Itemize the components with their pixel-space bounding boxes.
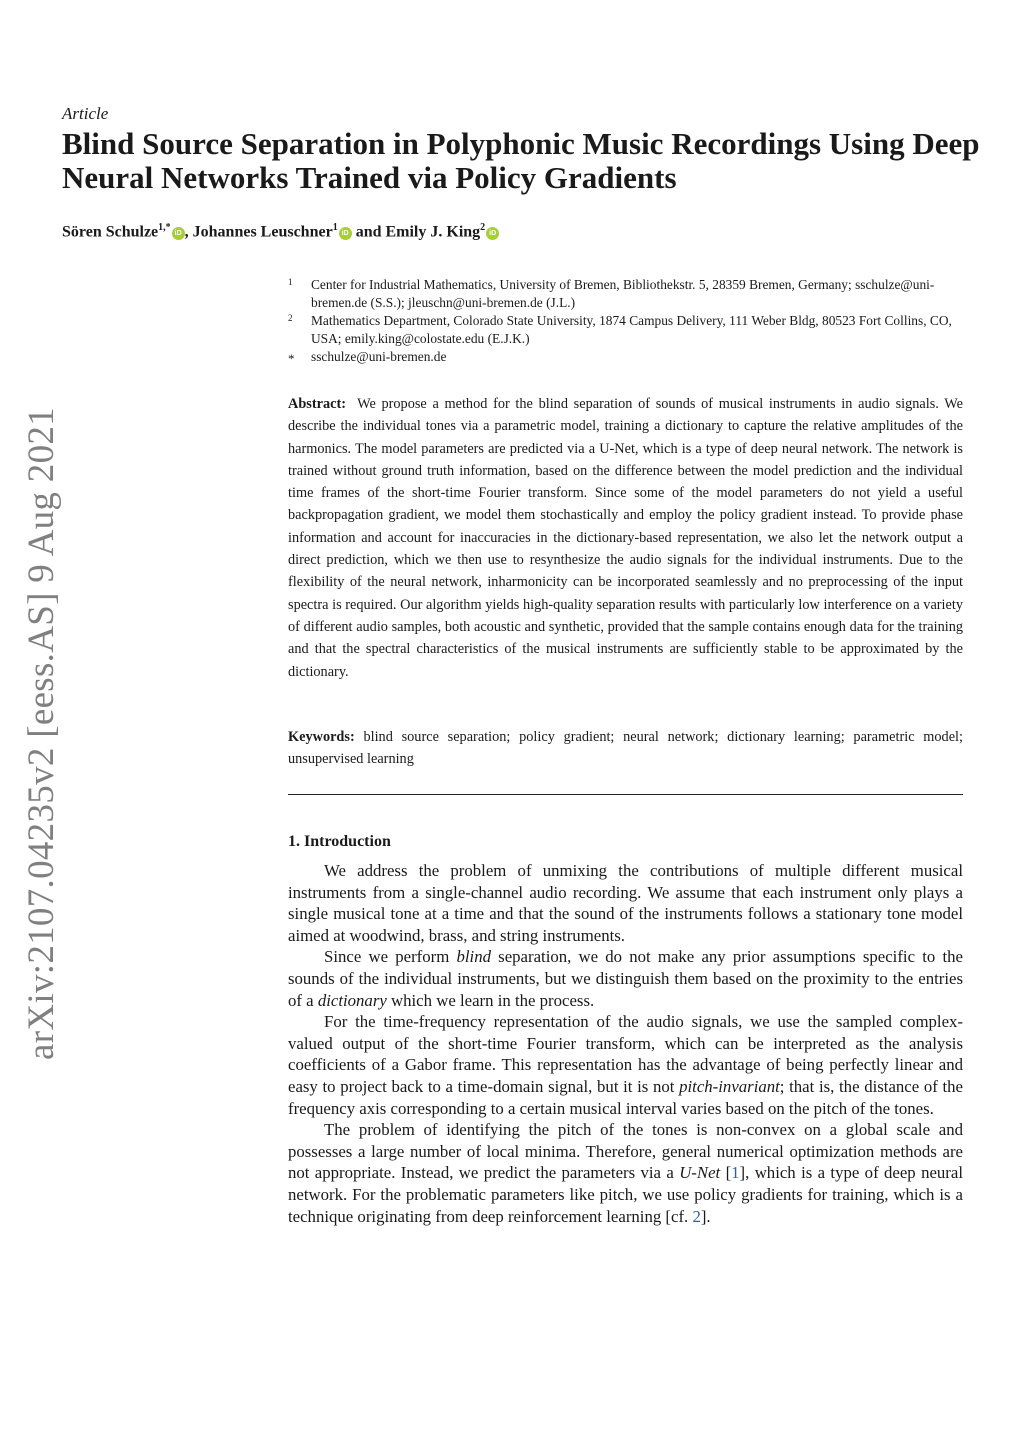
abstract-text: We propose a method for the blind separation of sounds of musical instruments in audio signals. We describe the individual tones via a parametric model, training a dictionary to capture the relative amplitudes of the harmonics. The model parameters are predicted via a U-Net, which is a type of deep neural network. The network is trained without ground truth information, based on the difference between the model prediction and the individual time frames of the short-time Fourier transform. Since some of the model parameters do not yield a useful backpropagation gradient, we model them stochastically and employ the policy gradient instead. To provide phase information and account for inaccuracies in the dictionary-based representation, we also let the network output a direct prediction, which we then use to resynthesize the audio signals for the individual instruments. Due to the flexibility of the neural network, inharmonicity can be incorporated seamlessly and no preprocessing of the input spectra is required. Our algorithm yields high-quality separation results with particularly low interference on a variety of different audio samples, both acoustic and synthetic, provided that the sample contains enough data for the training and that the spectral characteristics of the musical instruments are sufficiently stable to be approximated by the dictionary. [288, 396, 963, 680]
orcid-icon[interactable]: iD [339, 227, 352, 240]
citation-link[interactable]: 1 [731, 1163, 740, 1183]
paragraph [288, 946, 963, 1011]
introduction-body [288, 860, 963, 1227]
paragraph-text: ]. [700, 1206, 711, 1226]
corresponding-email[interactable]: sschulze@uni-bremen.de [311, 349, 447, 364]
paragraph-text: [ [720, 1163, 732, 1183]
keywords-text: blind source separation; policy gradient; neural network; dictionary learning; parametric model; unsupervised learning [288, 729, 963, 768]
section-heading: 1. Introduction [288, 833, 391, 850]
abstract [288, 393, 963, 683]
author-separator: , [184, 223, 193, 241]
orcid-icon[interactable]: iD [172, 227, 185, 240]
affiliations [288, 276, 968, 366]
abstract-label: Abstract: [288, 396, 346, 412]
author-affiliation-marker: 1,* [158, 222, 171, 233]
paragraph-text: ], which is a type of deep neural network. For the problematic parameters like pitch, we use policy gradients for training, which is a technique originating from deep reinforcement learning [cf. [288, 1163, 963, 1226]
orcid-icon[interactable]: iD [486, 227, 499, 240]
author-name[interactable]: Sören Schulze [62, 223, 159, 241]
paragraph-text: Since we perform [324, 947, 457, 967]
section-divider [288, 794, 963, 795]
emphasized-term: dictionary [317, 990, 387, 1010]
paragraph-text: For the time-frequency representation of the audio signals, we use the sampled complex-valued output of the short-time Fourier transform, which can be interpreted as the analysis coefficients of a Gabor frame. This representation has the advantage of being perfectly linear and easy to project back to a time-domain signal, but it is not [288, 1012, 963, 1096]
paragraph-text: separation, we do not make any prior assumptions specific to the sounds of the individual instruments, but we distinguish them based on the proximity to the entries of a [288, 947, 963, 1010]
citation-link[interactable]: 2 [692, 1206, 701, 1226]
author-affiliation-marker: 1 [332, 222, 338, 233]
affiliation-marker: * [288, 351, 295, 366]
author-affiliation-marker: 2 [480, 222, 486, 233]
paper-title: Blind Source Separation in Polyphonic Music Recordings Using Deep Neural Networks Trained via Policy Gradients [62, 126, 980, 195]
affiliation-marker: 1 [288, 277, 293, 287]
author-separator: and [351, 223, 386, 241]
paragraph-text: We address the problem of unmixing the contributions of multiple different musical instruments from a single-channel audio recording. We assume that each instrument only plays a single musical tone at a time and that the sound of the instruments follows a stationary tone model aimed at woodwind, brass, and string instruments. [288, 861, 963, 945]
paragraph [288, 860, 963, 946]
paragraph [288, 1011, 963, 1119]
emphasized-term: pitch-invariant [679, 1076, 780, 1096]
affiliation-item [288, 312, 968, 348]
keywords [288, 726, 963, 771]
affiliation-item [288, 276, 968, 312]
author-name[interactable]: Emily J. King [385, 223, 481, 241]
paragraph-text: ; that is, the distance of the frequency axis corresponding to a certain musical interval varies based on the pitch of the tones. [288, 1076, 963, 1118]
affiliation-text: Center for Industrial Mathematics, University of Bremen, Bibliothekstr. 5, 28359 Bremen, Germany; sschulze@uni-bremen.de (S.S.); jleuschn@uni-bremen.de (J.L.) [311, 277, 935, 310]
affiliation-marker: 2 [288, 313, 293, 323]
author-list [62, 222, 499, 241]
paragraph-text: which we learn in the process. [386, 990, 595, 1010]
keywords-label: Keywords: [288, 729, 355, 745]
article-type-label: Article [62, 104, 109, 123]
affiliation-text: Mathematics Department, Colorado State University, 1874 Campus Delivery, 111 Weber Bldg, 80523 Fort Collins, CO, USA; emily.king@colostate.edu (E.J.K.) [311, 313, 952, 346]
paragraph-text: The problem of identifying the pitch of the tones is non-convex on a global scale and possesses a large number of local minima. Therefore, general numerical optimization methods are not appropriate. Instead, we predict the parameters via a [288, 1120, 963, 1183]
affiliation-item [288, 348, 968, 366]
emphasized-term: U-Net [679, 1163, 721, 1183]
arxiv-identifier: arXiv:2107.04235v2 [eess.AS] 9 Aug 2021 [21, 407, 62, 1060]
paragraph [288, 1119, 963, 1227]
author-name[interactable]: Johannes Leuschner [192, 223, 333, 241]
emphasized-term: blind [456, 947, 491, 967]
